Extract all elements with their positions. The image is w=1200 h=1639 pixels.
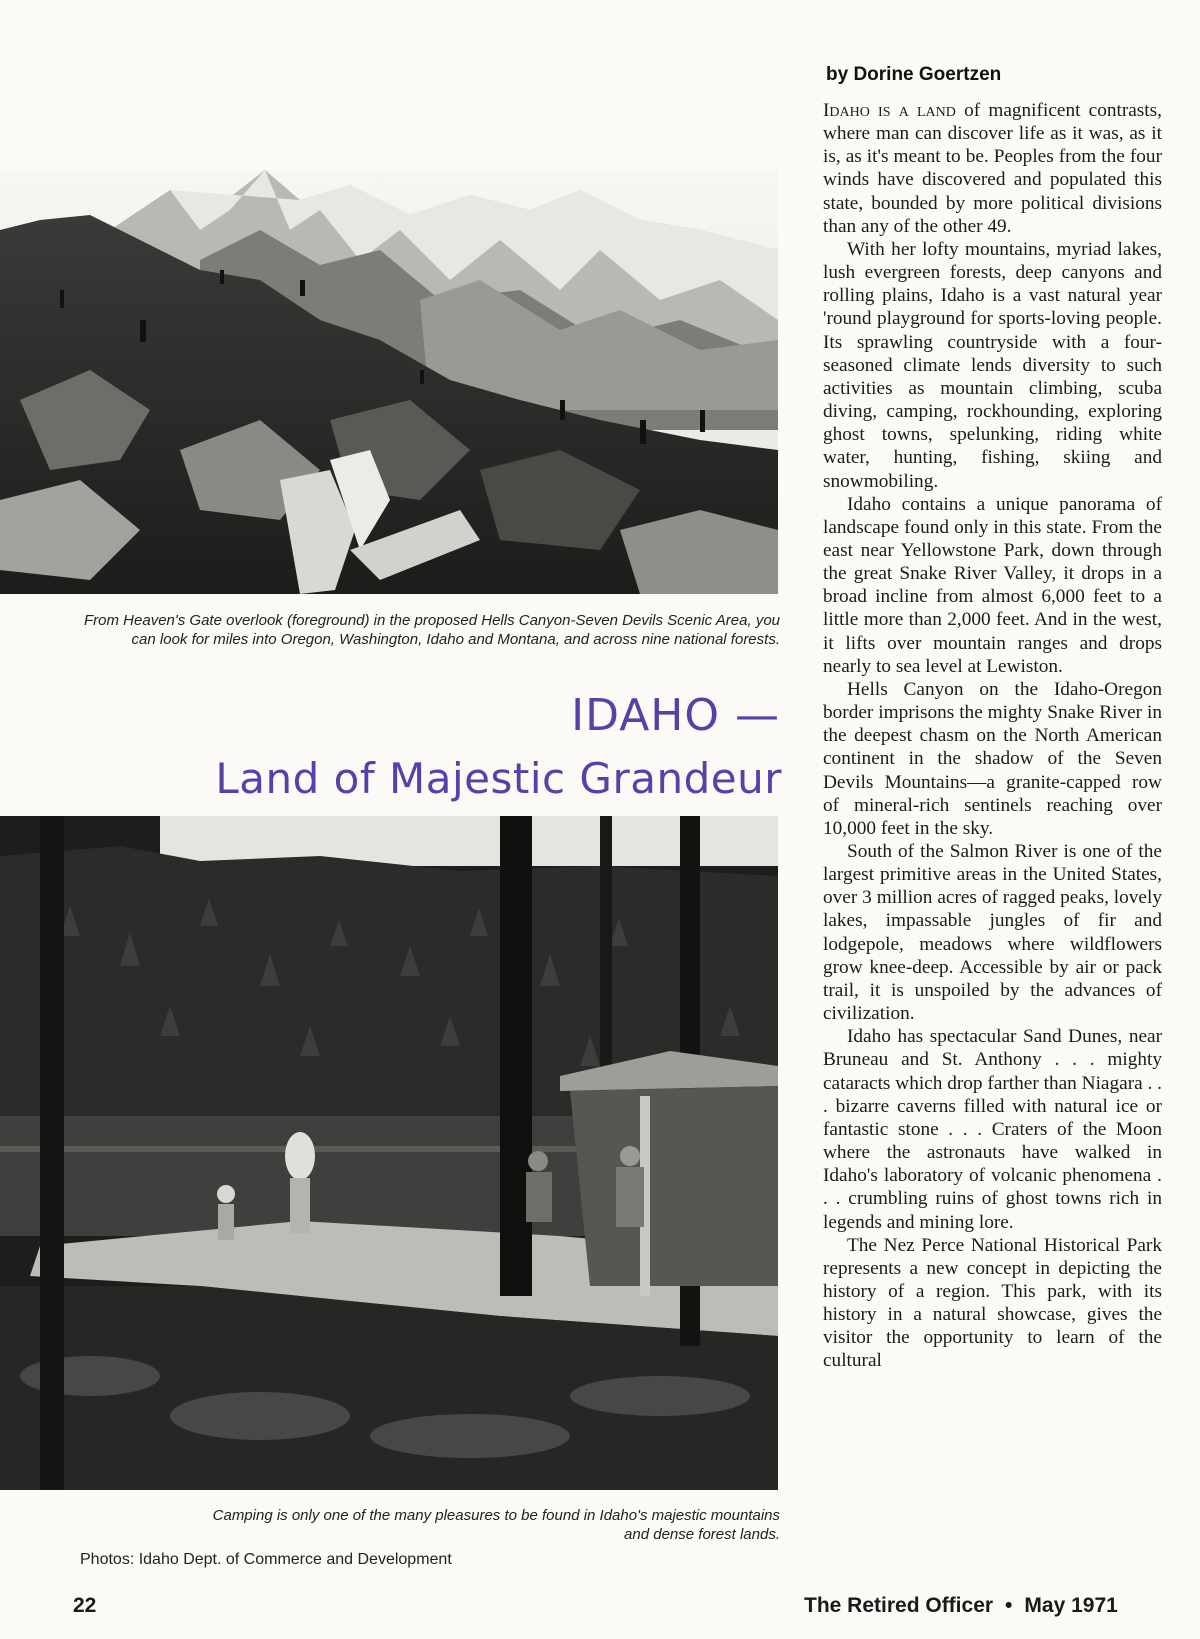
- article-paragraph-1: [823, 99, 1162, 238]
- article-paragraph-7: The Nez Perce National Historical Park represents a new concept in depicting the history of a region. This park, with its history in a natural showcase, gives the visitor the opportunity to learn of the cultural: [823, 1234, 1162, 1372]
- article-body: [823, 99, 1162, 1373]
- camp-photo-caption: Camping is only one of the many pleasures to be found in Idaho's majestic mountains and dense forest lands.: [212, 1507, 780, 1543]
- mountain-overlook-photo: [0, 170, 778, 594]
- article-title-line-1: IDAHO —: [571, 690, 780, 741]
- article-paragraph-6: Idaho has spectacular Sand Dunes, near Bruneau and St. Anthony . . . mighty cataracts which drop farther than Niagara . . . bizarre caverns filled with natural ice or fantastic stone . . . Craters of the Moon where the astronauts have walked in Idaho's laboratory of volcanic phenomena . . . crumbling ruins of ghost towns rich in legends and mining lore.: [823, 1026, 1162, 1233]
- page-number: 22: [73, 1594, 97, 1617]
- photo-credit: Photos: Idaho Dept. of Commerce and Development: [80, 1551, 452, 1568]
- article-title-line-2: Land of Majestic Grandeur: [215, 754, 782, 803]
- article-paragraph-2: With her lofty mountains, myriad lakes, lush evergreen forests, deep canyons and rolling plains, Idaho is a vast natural year 'round playground for sports-loving people. Its sprawling countryside with a four-seasoned climate lends diversity to such activities as mountain climbing, scuba diving, camping, rockhounding, exploring ghost towns, spelunking, riding white water, hunting, fishing, skiing and snowmobiling.: [823, 238, 1162, 492]
- article-paragraph-4: Hells Canyon on the Idaho-Oregon border imprisons the mighty Snake River in the deepest chasm on the North American continent in the shadow of the Seven Devils Mountains—a granite-capped row of mineral-rich sentinels reaching over 10,000 feet in the sky.: [823, 678, 1162, 839]
- paragraph-text: of magnificent contrasts, where man can discover life as it was, as it is, as it's meant to be. Peoples from the four winds have discovered and populated this state, bounded by more political divisions than any of the other 49.: [823, 100, 1162, 237]
- lakeside-camp-photo: [0, 816, 778, 1490]
- lead-in: Idaho is a land: [823, 100, 956, 121]
- byline: by Dorine Goertzen: [826, 64, 1002, 85]
- mountain-photo-graphic: [0, 170, 778, 594]
- camp-photo-graphic: [0, 816, 778, 1490]
- publication-date: May 1971: [1024, 1594, 1118, 1617]
- footer-bullet: •: [1005, 1594, 1013, 1617]
- mountain-photo-caption: From Heaven's Gate overlook (foreground) in the proposed Hells Canyon-Seven Devils Scenic Area, you can look for miles into Oregon, Washington, Idaho and Montana, and across nine national forests.: [84, 612, 780, 648]
- article-paragraph-3: Idaho contains a unique panorama of landscape found only in this state. From the east near Yellowstone Park, down through the great Snake River Valley, it drops in a broad incline from almost 6,000 feet to a little more than 2,000 feet. And in the west, it lifts over mountain ranges and drops nearly to sea level at Lewiston.: [823, 493, 1162, 677]
- article-paragraph-5: South of the Salmon River is one of the largest primitive areas in the United States, over 3 million acres of ragged peaks, lovely lakes, impassable jungles of fir and lodgepole, meadows where wildflowers grow knee-deep. Accessible by air or pack trail, it is unspoiled by the advances of civilization.: [823, 841, 1162, 1025]
- publication-name: The Retired Officer: [804, 1594, 994, 1617]
- publication-footer: [804, 1594, 1118, 1618]
